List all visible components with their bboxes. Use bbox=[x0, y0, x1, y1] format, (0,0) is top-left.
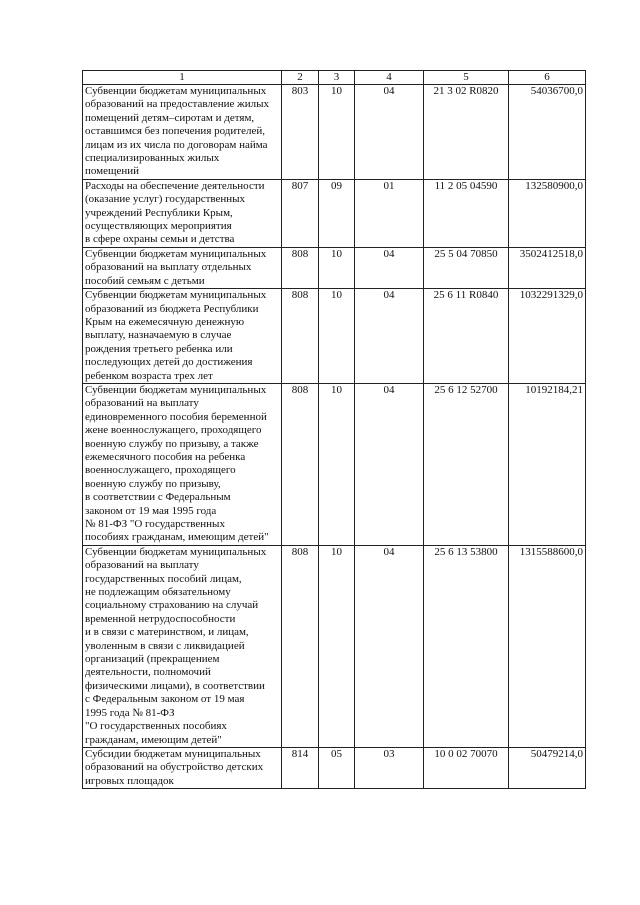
row-subsection: 04 bbox=[355, 545, 424, 747]
table-row bbox=[83, 179, 586, 247]
row-name: Субвенции бюджетам муниципальных образований на выплату единовременного пособия беременной жене военнослужащего, проходящего военную службу по призыву, а также ежемесячного пособия на ребенка военнослужащего, проходящего военную службу по призыву, в соответствии с Федеральным законом от 19 мая 1995 года № 81-ФЗ "О государственных пособиях гражданам, имеющим детей" bbox=[83, 383, 282, 545]
table-row bbox=[83, 545, 586, 747]
row-amount: 132580900,0 bbox=[509, 179, 586, 247]
budget-table bbox=[82, 70, 586, 789]
row-section: 05 bbox=[319, 747, 355, 788]
row-grbs: 808 bbox=[282, 247, 319, 288]
row-subsection: 04 bbox=[355, 383, 424, 545]
row-amount: 10192184,21 bbox=[509, 383, 586, 545]
row-target-code: 25 5 04 70850 bbox=[424, 247, 509, 288]
row-subsection: 04 bbox=[355, 85, 424, 180]
row-grbs: 814 bbox=[282, 747, 319, 788]
row-target-code: 11 2 05 04590 bbox=[424, 179, 509, 247]
header-col-1: 1 bbox=[83, 71, 282, 85]
row-name: Субвенции бюджетам муниципальных образований из бюджета Республики Крым на ежемесячную денежную выплату, назначаемую в случае рождения третьего ребенка или последующих детей до достижения ребенком возраста трех лет bbox=[83, 289, 282, 384]
row-grbs: 807 bbox=[282, 179, 319, 247]
header-col-2: 2 bbox=[282, 71, 319, 85]
row-section: 10 bbox=[319, 85, 355, 180]
row-amount: 1032291329,0 bbox=[509, 289, 586, 384]
row-grbs: 808 bbox=[282, 289, 319, 384]
row-target-code: 25 6 12 52700 bbox=[424, 383, 509, 545]
header-col-5: 5 bbox=[424, 71, 509, 85]
row-section: 09 bbox=[319, 179, 355, 247]
row-grbs: 808 bbox=[282, 545, 319, 747]
row-target-code: 25 6 13 53800 bbox=[424, 545, 509, 747]
row-grbs: 808 bbox=[282, 383, 319, 545]
row-grbs: 803 bbox=[282, 85, 319, 180]
row-name: Субвенции бюджетам муниципальных образований на выплату государственных пособий лицам, не подлежащим обязательному социальному страхованию на случай временной нетрудоспособности и в связи с материнством, и лицам, уволенным в связи с ликвидацией организаций (прекращением деятельности, полномочий физическими лицами), в соответствии с Федеральным законом от 19 мая 1995 года № 81-ФЗ "О государственных пособиях гражданам, имеющим детей" bbox=[83, 545, 282, 747]
row-name: Субвенции бюджетам муниципальных образований на предоставление жилых помещений детям–сиротам и детям, оставшимся без попечения родителей, лицам из их числа по договорам найма специализированных жилых помещений bbox=[83, 85, 282, 180]
row-target-code: 10 0 02 70070 bbox=[424, 747, 509, 788]
row-amount: 1315588600,0 bbox=[509, 545, 586, 747]
header-col-6: 6 bbox=[509, 71, 586, 85]
row-subsection: 03 bbox=[355, 747, 424, 788]
row-subsection: 04 bbox=[355, 247, 424, 288]
row-name: Расходы на обеспечение деятельности (оказание услуг) государственных учреждений Республики Крым, осуществляющих мероприятия в сфере охраны семьи и детства bbox=[83, 179, 282, 247]
row-subsection: 04 bbox=[355, 289, 424, 384]
row-subsection: 01 bbox=[355, 179, 424, 247]
header-col-3: 3 bbox=[319, 71, 355, 85]
header-row bbox=[83, 71, 586, 85]
row-name: Субсидии бюджетам муниципальных образований на обустройство детских игровых площадок bbox=[83, 747, 282, 788]
table-row bbox=[83, 747, 586, 788]
row-section: 10 bbox=[319, 545, 355, 747]
row-amount: 50479214,0 bbox=[509, 747, 586, 788]
header-col-4: 4 bbox=[355, 71, 424, 85]
row-section: 10 bbox=[319, 247, 355, 288]
row-section: 10 bbox=[319, 289, 355, 384]
row-target-code: 25 6 11 R0840 bbox=[424, 289, 509, 384]
row-section: 10 bbox=[319, 383, 355, 545]
table-row bbox=[83, 85, 586, 180]
table-row bbox=[83, 247, 586, 288]
table-row bbox=[83, 383, 586, 545]
row-amount: 3502412518,0 bbox=[509, 247, 586, 288]
row-amount: 54036700,0 bbox=[509, 85, 586, 180]
table-row bbox=[83, 289, 586, 384]
row-name: Субвенции бюджетам муниципальных образований на выплату отдельных пособий семьям с детьми bbox=[83, 247, 282, 288]
row-target-code: 21 3 02 R0820 bbox=[424, 85, 509, 180]
